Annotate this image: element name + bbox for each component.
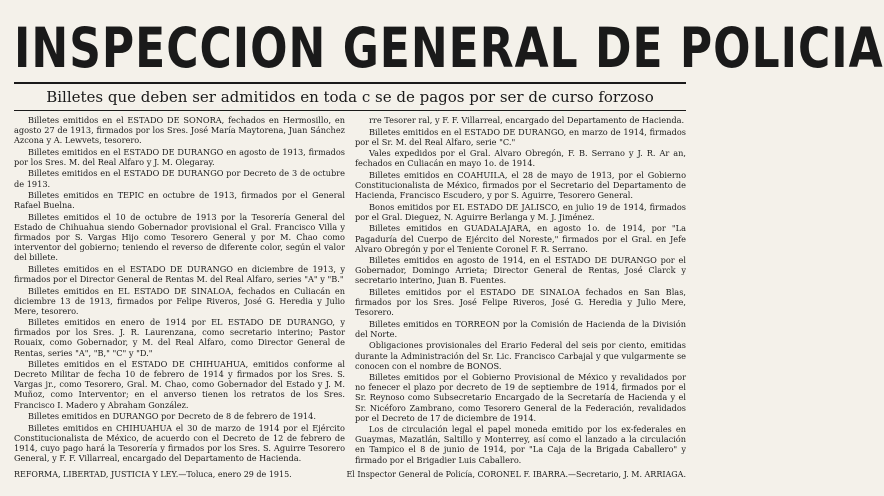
paragraph: Billetes emitidos en el ESTADO DE DURANGO, en marzo de 1914, firmados por el Sr. M. del Real Alfaro, serie "C." xyxy=(355,126,686,147)
left-column xyxy=(14,115,345,461)
paragraph: Los de circulación legal el papel moneda emitido por los ex-federales en Guaymas, Mazatlán, Saltillo y Monterrey, así como el lanzado a la circulación en Tampico el 8 de junio de 1914, por "La Caja de la Brigada Caballero" y firmado por el Brigadier Luis Caballero. xyxy=(355,424,686,465)
footer-motto-date: REFORMA, LIBERTAD, JUSTICIA Y LEY.—Toluca, enero 29 de 1915. xyxy=(14,470,292,479)
paragraph: Billetes emitidos en TORREON por la Comisión de Hacienda de la División del Norte. xyxy=(355,318,686,339)
paragraph: Billetes emitidos en el ESTADO DE DURANGO en agosto de 1913, firmados por los Sres. M. del Real Alfaro y J. M. Olegaray. xyxy=(14,146,345,167)
document-title: INSPECCION GENERAL DE POLICIA xyxy=(14,17,884,81)
paragraph: Billetes emitidos en TEPIC en octubre de 1913, firmados por el General Rafael Buelna. xyxy=(14,190,345,211)
paragraph: Billetes emitidos en agosto de 1914, en el ESTADO DE DURANGO por el Gobernador, Domingo Arrieta; Director General de Rentas, José Clarck y secretario interino, Juan B. Fuentes. xyxy=(355,255,686,286)
paragraph: Obligaciones provisionales del Erario Federal del seis por ciento, emitidas durante la Administración del Sr. Lic. Francisco Carbajal y que vulgarmente se conocen con el nombre de BONOS. xyxy=(355,340,686,371)
right-column xyxy=(355,115,686,465)
paragraph: rre Tesorer ral, y F. F. Villarreal, encargado del Departamento de Hacienda. xyxy=(369,115,685,125)
document-footer xyxy=(14,470,686,479)
paragraph: Billetes emitidos el 10 de octubre de 1913 por la Tesorería General del Estado de Chihuahua siendo Gobernador provisional el Gral. Francisco Villa y firmados por S. Vargas Hijo como Tesorero General y por M. Chao como interventor del gobierno; teniendo el reverso de diferente color, según el valor del billete. xyxy=(14,211,345,263)
paragraph: Bonos emitidos por EL ESTADO DE JALISCO, en julio 19 de 1914, firmados por el Gral. Dieguez, N. Aguirre Berlanga y M. J. Jiménez. xyxy=(355,201,686,222)
paragraph: Vales expedidos por el Gral. Alvaro Obregón, F. B. Serrano y J. R. Ar an, fechados en Culiacán en mayo 1o. de 1914. xyxy=(355,148,686,169)
paragraph: Billetes emitidos en COAHUILA, el 28 de mayo de 1913, por el Gobierno Constitucionalista de México, firmados por el Secretario del Departamento de Hacienda, Francisco Escudero, y por S. Aguirre, Tesorero General. xyxy=(355,169,686,201)
paragraph: Billetes emitidos en el ESTADO DE DURANGO en diciembre de 1913, y firmados por el Director General de Rentas M. del Real Alfaro, series "A" y "B." xyxy=(14,263,345,284)
paragraph: Billetes emitidos en CHIHUAHUA el 30 de marzo de 1914 por el Ejército Constitucionalista de México, de acuerdo con el Decreto de 12 de febrero de 1914, cuyo pago hará la Tesorería y firmados por los Sres. S. Aguirre Tesorero General, y F. F. Villarreal, encargado del Departamento de Hacienda. xyxy=(14,422,345,463)
paragraph: Billetes emitidos por el Gobierno Provisional de México y revalidados por no fenecer el plazo por decreto de 19 de septiembre de 1914, firmados por el Sr. Reynoso como Subsecretario Encargado de la Secretaría de Hacienda y el Sr. Nicéforo Zambrano, como Tesorero General de la Federación, revalidados por el Decreto de 17 de diciembre de 1914. xyxy=(355,372,686,423)
paragraph: Billetes emitidos en el ESTADO DE SONORA, fechados en Hermosillo, en agosto 27 de 1913, firmados por los Sres. José María Maytorena, Juan Sánchez Azcona y A. Lewvets, tesorero. xyxy=(14,115,345,146)
paragraph: Billetes emitidos en el ESTADO DE DURANGO por Decreto de 3 de octubre de 1913. xyxy=(14,168,345,189)
document-subtitle: Billetes que deben ser admitidos en toda c se de pagos por ser de curso forzoso xyxy=(46,88,654,106)
paragraph: Billetes emitidos en GUADALAJARA, en agosto 1o. de 1914, por "La Pagaduría del Cuerpo de Ejército del Noreste," firmados por el Gral. en Jefe Alvaro Obregón y por el Teniente Coronel F. R. Serrano. xyxy=(355,223,686,254)
paragraph: Billetes emitidos en DURANGO por Decreto de 8 de febrero de 1914. xyxy=(28,411,316,422)
paragraph: Billetes emitidos en enero de 1914 por EL ESTADO DE DURANGO, y firmados por los Sres. J. R. Laurenzana, como secretario interino; Pastor Rouaix, como Gobernador, y M. del Real Alfaro, como Director General de Rentas, series "A", "B," "C" y "D." xyxy=(14,317,345,358)
paragraph: Billetes emitidos por el ESTADO DE SINALOA fechados en San Blas, firmados por los Sres. José Felipe Riveros, José G. Heredia y Julio Mere, Tesorero. xyxy=(355,287,686,318)
paragraph: Billetes emitidos en el ESTADO DE CHIHUAHUA, emitidos conforme al Decreto Militar de fecha 10 de febrero de 1914 y firmados por los Sres. S. Vargas jr., como Tesorero, Gral. M. Chao, como Gobernador del Estado y J. M. Muñoz, como Interventor; en el anverso tienen los retratos de los Sres. Francisco I. Madero y Abraham González. xyxy=(14,359,345,410)
footer-signatures: El Inspector General de Policía, CORONEL F. IBARRA.—Secretario, J. M. ARRIAGA. xyxy=(346,470,686,479)
body-columns xyxy=(14,115,686,465)
subtitle-rule xyxy=(14,110,686,111)
paragraph: Billetes emitidos en EL ESTADO DE SINALOA, fechados en Culiacán en diciembre 13 de 1913, firmados por Felipe Riveros, José G. Heredia y Julio Mere, tesorero. xyxy=(14,285,345,316)
